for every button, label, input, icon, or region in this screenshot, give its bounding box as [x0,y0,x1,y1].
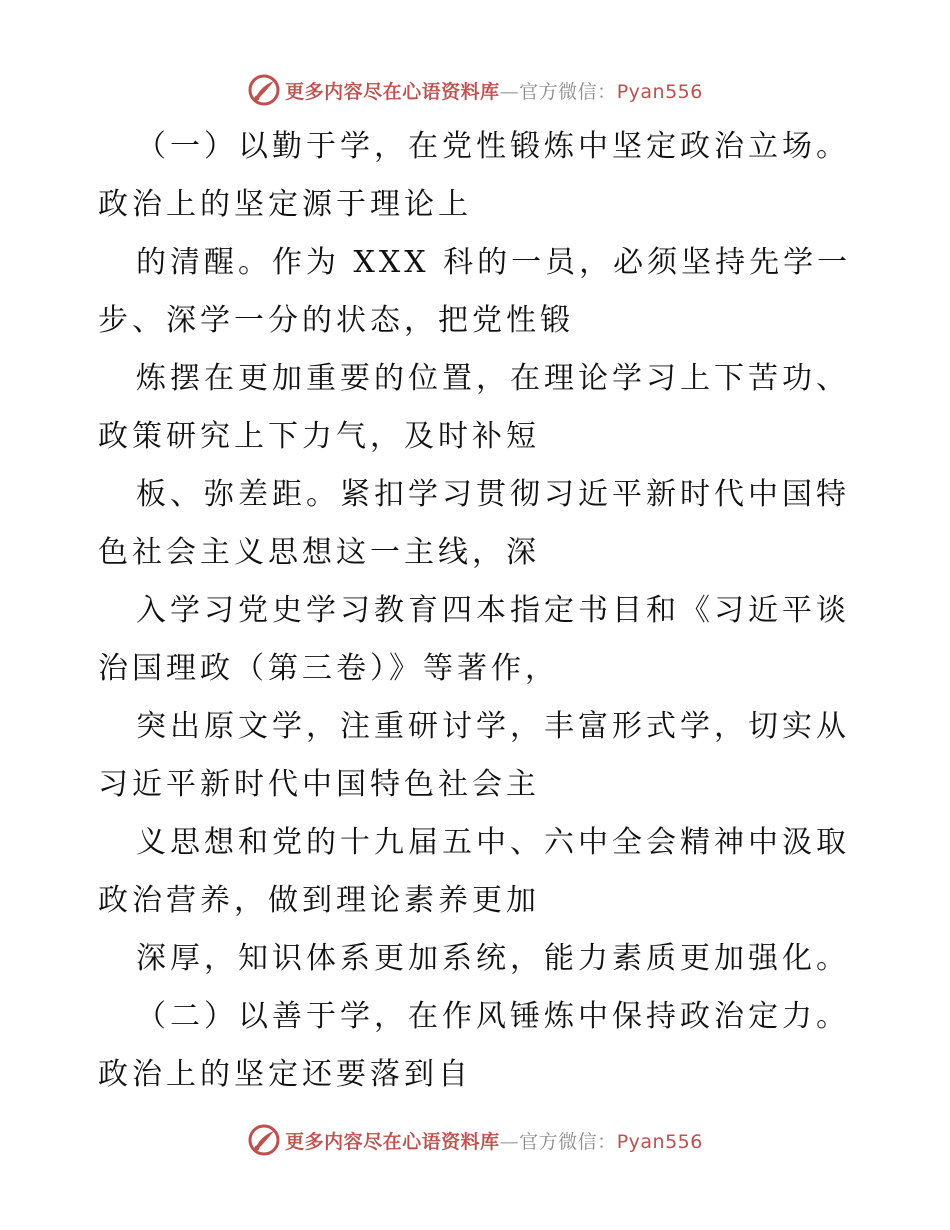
body-line: 深厚，知识体系更加系统，能力素质更加强化。 [136,941,850,976]
body-line: 政治上的坚定还要落到自 [98,1057,472,1092]
body-line: 习近平新时代中国特色社会主 [98,767,540,802]
watermark-text [285,77,703,104]
footer-watermark [0,1120,950,1160]
watermark-separator: — [499,80,520,103]
watermark-official-label: 官方微信： [519,80,617,103]
body-line: 突出原文学，注重研讨学，丰富形式学，切实从 [136,709,850,744]
watermark-text [285,1127,703,1154]
body-line: 板、弥差距。紧扣学习贯彻习近平新时代中国特 [136,477,850,512]
body-line: 入学习党史学习教育四本指定书目和《习近平谈 [136,593,850,628]
body-line: （二）以善于学，在作风锤炼中保持政治定力。 [136,999,850,1034]
body-line: 政治营养，做到理论素养更加 [98,883,540,918]
watermark-brand: 更多内容尽在心语资料库 [285,1130,500,1153]
watermark-wechat-id: Pyan556 [616,80,703,103]
ink-brush-logo-icon [247,1123,281,1157]
watermark-official-label: 官方微信： [519,1130,617,1153]
watermark-wechat-id: Pyan556 [616,1130,703,1153]
body-line: 的清醒。作为 XXX 科的一员，必须坚持先学一 [136,245,852,280]
document-body [98,118,858,1104]
header-watermark [0,70,950,110]
body-line: 政治上的坚定源于理论上 [98,187,472,222]
watermark-separator: — [499,1130,520,1153]
body-line: 色社会主义思想这一主线，深 [98,535,540,570]
body-line: 义思想和党的十九届五中、六中全会精神中汲取 [136,825,850,860]
body-line: （一）以勤于学，在党性锻炼中坚定政治立场。 [136,129,850,164]
body-line: 步、深学一分的状态，把党性锻 [98,303,574,338]
body-line: 炼摆在更加重要的位置，在理论学习上下苦功、 [136,361,850,396]
body-line: 治国理政（第三卷）》等著作， [98,651,559,686]
ink-brush-logo-icon [247,73,281,107]
body-line: 政策研究上下力气，及时补短 [98,419,540,454]
watermark-brand: 更多内容尽在心语资料库 [285,80,500,103]
